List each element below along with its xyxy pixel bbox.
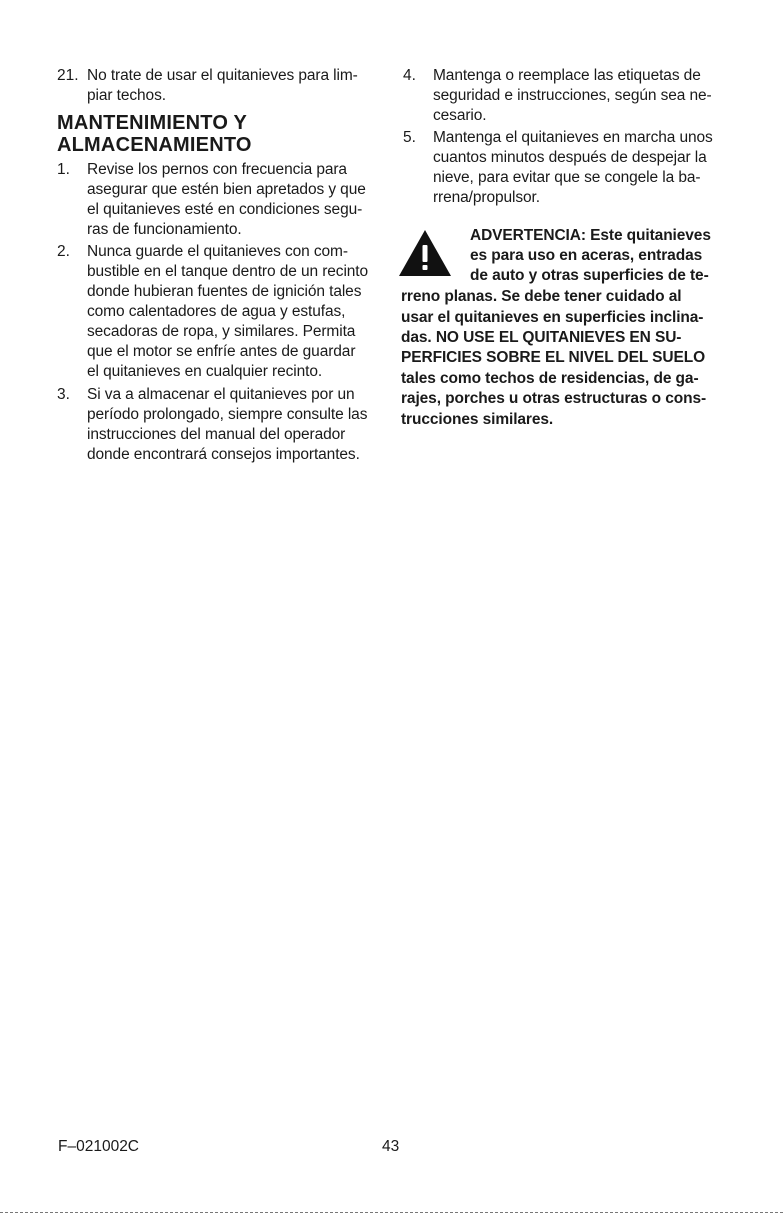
item-5-line-1: Mantenga el quitanieves en marcha unos: [433, 129, 713, 146]
item-1-line-3: el quitanieves esté en condiciones segu-: [87, 201, 363, 218]
item-5-line-4: rrena/propulsor.: [433, 189, 540, 206]
item-2-line-2: bustible en el tanque dentro de un recinto: [87, 263, 369, 280]
item-1-line-4: ras de funcionamiento.: [87, 221, 242, 238]
item-2-line-7: el quitanieves en cualquier recinto.: [87, 363, 323, 380]
warning-triangle-icon: [397, 228, 453, 278]
item-1-line-1: Revise los pernos con frecuencia para: [87, 161, 347, 178]
warning-line-9: rajes, porches u otras estructuras o cons-: [401, 390, 707, 407]
section-heading-line-1: MANTENIMIENTO Y: [57, 112, 248, 134]
item-4-number: 4.: [403, 67, 416, 84]
item-2-line-3: donde hubieran fuentes de ignición tales: [87, 283, 362, 300]
warning-line-10: trucciones similares.: [401, 411, 554, 428]
item-5-line-3: nieve, para evitar que se congele la ba-: [433, 169, 701, 186]
warning-line-4: rreno planas. Se debe tener cuidado al: [401, 288, 682, 305]
warning-line-5: usar el quitanieves en superficies inclina-: [401, 309, 704, 326]
item-2-line-6: que el motor se enfríe antes de guardar: [87, 343, 356, 360]
item-1-line-2: asegurar que estén bien apretados y que: [87, 181, 366, 198]
item-2-line-1: Nunca guarde el quitanieves con com-: [87, 243, 348, 260]
item-3-line-2: período prolongado, siempre consulte las: [87, 406, 368, 423]
section-heading-line-2: ALMACENAMIENTO: [57, 134, 252, 156]
warning-line-3: de auto y otras superficies de te-: [470, 267, 709, 284]
warning-line-7: PERFICIES SOBRE EL NIVEL DEL SUELO: [401, 349, 706, 366]
warning-line-1: ADVERTENCIA: Este quitanieves: [470, 227, 711, 244]
item-4-line-3: cesario.: [433, 107, 487, 124]
document-code: F–021002C: [58, 1138, 140, 1155]
warning-line-8: tales como techos de residencias, de ga-: [401, 370, 699, 387]
item-21-line-2: piar techos.: [87, 87, 166, 104]
item-3-line-4: donde encontrará consejos importantes.: [87, 446, 360, 463]
item-1-number: 1.: [57, 161, 70, 178]
item-21-number: 21.: [57, 67, 79, 84]
item-4-line-1: Mantenga o reemplace las etiquetas de: [433, 67, 701, 84]
warning-line-6: das. NO USE EL QUITANIEVES EN SU-: [401, 329, 682, 346]
item-2-number: 2.: [57, 243, 70, 260]
item-21-line-1: No trate de usar el quitanieves para lim-: [87, 67, 358, 84]
item-3-line-3: instrucciones del manual del operador: [87, 426, 346, 443]
page-bottom-divider: [0, 1212, 783, 1213]
item-4-line-2: seguridad e instrucciones, según sea ne-: [433, 87, 712, 104]
page-number: 43: [382, 1138, 400, 1155]
warning-line-2: es para uso en aceras, entradas: [470, 247, 703, 264]
item-5-line-2: cuantos minutos después de despejar la: [433, 149, 707, 166]
item-2-line-5: secadoras de ropa, y similares. Permita: [87, 323, 356, 340]
item-2-line-4: como calentadores de agua y estufas,: [87, 303, 346, 320]
item-3-line-1: Si va a almacenar el quitanieves por un: [87, 386, 355, 403]
item-3-number: 3.: [57, 386, 70, 403]
item-5-number: 5.: [403, 129, 416, 146]
